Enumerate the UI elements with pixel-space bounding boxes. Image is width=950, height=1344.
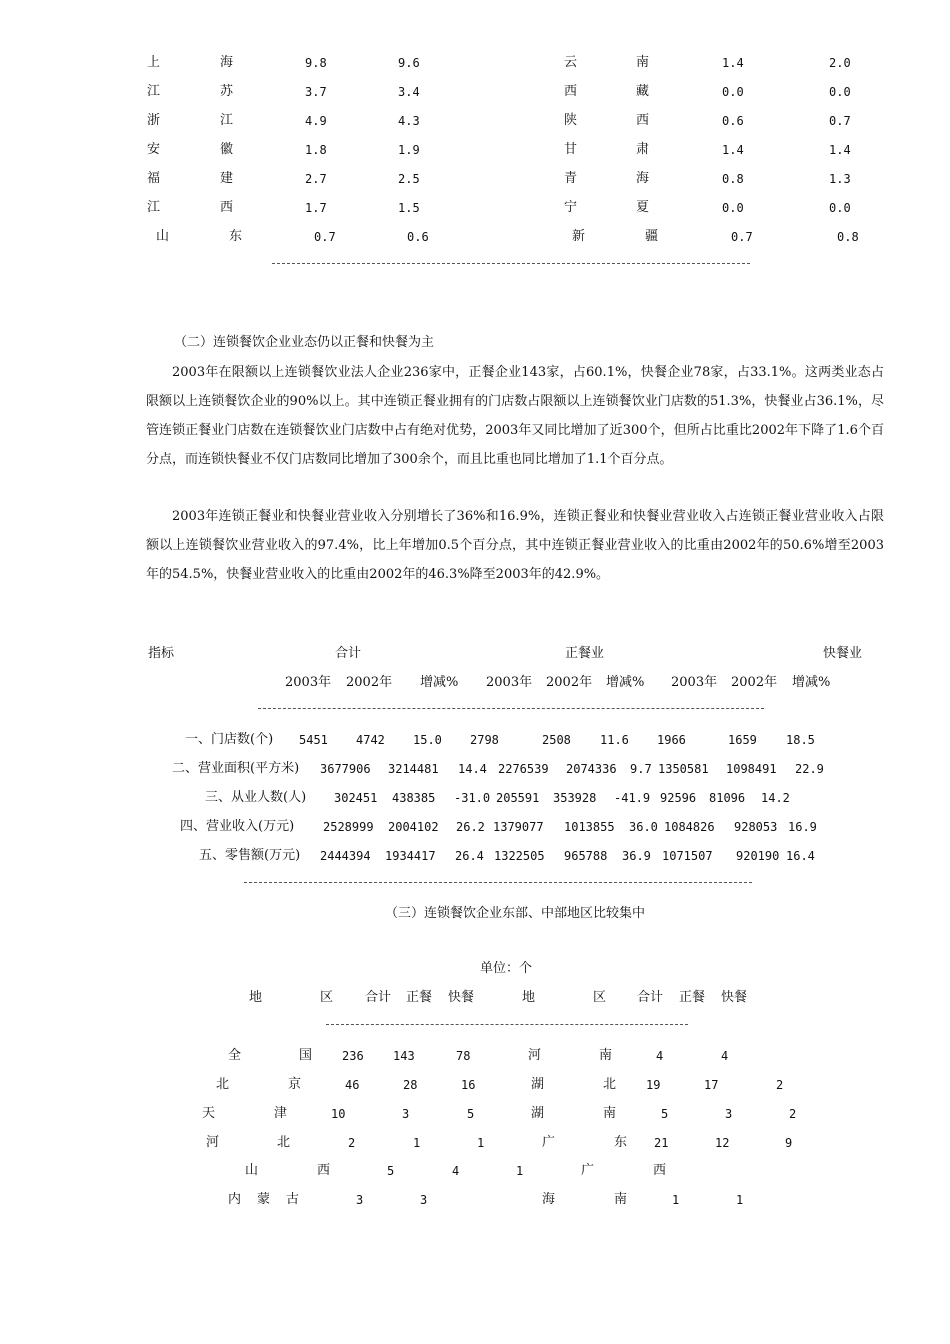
sub-header: 2002年 xyxy=(731,675,778,690)
cell: 1966 xyxy=(657,733,686,747)
region-char: 东 xyxy=(614,1135,628,1150)
cell: 3 xyxy=(402,1107,410,1121)
cell: 16 xyxy=(461,1078,476,1092)
cell: 2276539 xyxy=(498,762,549,776)
cell: 26.4 xyxy=(455,849,484,863)
value-2002: 4.3 xyxy=(398,114,420,128)
cell: 1 xyxy=(477,1136,485,1150)
region-char: 甘 xyxy=(564,142,578,157)
region-char: 徽 xyxy=(220,142,234,157)
region-char: 广 xyxy=(542,1135,556,1150)
cell: 46 xyxy=(345,1078,360,1092)
cell: 3 xyxy=(356,1193,364,1207)
value-2002: 1.4 xyxy=(829,143,851,157)
region-char: 海 xyxy=(636,171,650,186)
column-header: 合计 xyxy=(365,990,392,1005)
value-2003: 9.8 xyxy=(305,56,327,70)
table-divider xyxy=(272,263,750,264)
column-header: 快餐业 xyxy=(823,646,863,661)
sub-header: 增减% xyxy=(792,675,831,690)
cell: 2 xyxy=(789,1107,797,1121)
paragraph: 2003年在限额以上连锁餐饮业法人企业236家中，正餐企业143家，占60.1%，快餐企业78家，占33.1%。这两类业态占限额以上连锁餐饮企业的90%以上。其中连锁正餐业拥有的门店数占限额以上连锁餐饮业门店数的51.3%，快餐业占36.1%，尽管连锁正餐业门店数在连锁餐饮业门店数中占有绝对优势，2003年又同比增加了近300个，但所占比重比2002年下降了1.6个百分点，而连锁快餐业不仅门店数同比增加了300余个，而且比重也同比增加了1.1个百分点。 xyxy=(146,365,884,467)
cell: 438385 xyxy=(392,791,436,805)
region-char: 南 xyxy=(614,1192,628,1207)
region-char: 肃 xyxy=(636,142,650,157)
region-char: 建 xyxy=(220,171,234,186)
cell: 920190 xyxy=(736,849,780,863)
value-2003: 0.0 xyxy=(722,85,744,99)
region-char: 古 xyxy=(286,1192,300,1207)
cell: -41.9 xyxy=(614,791,651,805)
value-2003: 0.7 xyxy=(731,230,753,244)
region-char: 陕 xyxy=(564,113,578,128)
cell: 3677906 xyxy=(320,762,371,776)
cell: 9.7 xyxy=(630,762,652,776)
region-char: 福 xyxy=(147,171,161,186)
cell: 28 xyxy=(403,1078,418,1092)
value-2003: 1.7 xyxy=(305,201,327,215)
cell: 1934417 xyxy=(385,849,436,863)
cell: 19 xyxy=(646,1078,661,1092)
cell: 1350581 xyxy=(658,762,709,776)
region-char: 江 xyxy=(220,113,234,128)
cell: 143 xyxy=(393,1049,415,1063)
sub-header: 2002年 xyxy=(346,675,393,690)
cell: 10 xyxy=(331,1107,346,1121)
region-char: 夏 xyxy=(636,200,650,215)
region-char: 苏 xyxy=(220,84,234,99)
cell: 965788 xyxy=(564,849,608,863)
cell: 1013855 xyxy=(564,820,615,834)
cell: 2508 xyxy=(542,733,571,747)
region-char: 湖 xyxy=(531,1106,545,1121)
value-2002: 0.6 xyxy=(407,230,429,244)
table-divider xyxy=(244,882,752,883)
cell: 1 xyxy=(672,1193,680,1207)
cell: 4 xyxy=(656,1049,664,1063)
region-char: 西 xyxy=(564,84,578,99)
column-header: 区 xyxy=(320,990,334,1005)
region-char: 西 xyxy=(220,200,234,215)
cell: 11.6 xyxy=(600,733,629,747)
value-2003: 4.9 xyxy=(305,114,327,128)
region-char: 宁 xyxy=(564,200,578,215)
row-label: 四、营业收入(万元) xyxy=(180,819,295,834)
region-char: 山 xyxy=(156,229,170,244)
cell: 1 xyxy=(413,1136,421,1150)
cell: 1084826 xyxy=(664,820,715,834)
region-char: 南 xyxy=(603,1106,617,1121)
value-2002: 0.8 xyxy=(837,230,859,244)
cell: 5 xyxy=(387,1164,395,1178)
cell: 2798 xyxy=(470,733,499,747)
column-header: 地 xyxy=(522,990,536,1005)
column-header: 正餐 xyxy=(406,990,433,1005)
region-char: 河 xyxy=(528,1048,542,1063)
cell: 302451 xyxy=(334,791,378,805)
region-char: 安 xyxy=(147,142,161,157)
row-label: 三、从业人数(人) xyxy=(205,790,307,805)
value-2003: 3.7 xyxy=(305,85,327,99)
region-char: 东 xyxy=(229,229,243,244)
value-2002: 0.0 xyxy=(829,85,851,99)
cell: 16.9 xyxy=(788,820,817,834)
cell: 9 xyxy=(785,1136,793,1150)
column-header: 快餐 xyxy=(721,990,748,1005)
table-divider xyxy=(326,1024,688,1025)
value-2002: 1.5 xyxy=(398,201,420,215)
region-char: 西 xyxy=(653,1163,667,1178)
region-char: 西 xyxy=(317,1163,331,1178)
column-header: 快餐 xyxy=(448,990,475,1005)
cell: 78 xyxy=(456,1049,471,1063)
column-header: 区 xyxy=(593,990,607,1005)
cell: 15.0 xyxy=(413,733,442,747)
row-label: 五、零售额(万元) xyxy=(199,848,301,863)
region-char: 西 xyxy=(636,113,650,128)
cell: 2004102 xyxy=(388,820,439,834)
cell: 36.9 xyxy=(622,849,651,863)
cell: 3 xyxy=(420,1193,428,1207)
region-char: 江 xyxy=(147,84,161,99)
value-2003: 0.7 xyxy=(314,230,336,244)
value-2003: 0.0 xyxy=(722,201,744,215)
cell: 236 xyxy=(342,1049,364,1063)
region-char: 天 xyxy=(202,1106,216,1121)
cell: 1 xyxy=(736,1193,744,1207)
value-2002: 9.6 xyxy=(398,56,420,70)
region-char: 海 xyxy=(220,55,234,70)
cell: 2 xyxy=(348,1136,356,1150)
region-char: 国 xyxy=(299,1048,313,1063)
unit-label: 单位：个 xyxy=(480,961,533,976)
column-header: 指标 xyxy=(148,646,175,661)
cell: 12 xyxy=(715,1136,730,1150)
region-char: 疆 xyxy=(645,229,659,244)
sub-header: 增减% xyxy=(420,675,459,690)
region-char: 北 xyxy=(603,1077,617,1092)
value-2002: 1.3 xyxy=(829,172,851,186)
region-char: 藏 xyxy=(636,84,650,99)
region-char: 全 xyxy=(228,1048,242,1063)
region-char: 山 xyxy=(245,1163,259,1178)
region-char: 江 xyxy=(147,200,161,215)
column-header: 正餐 xyxy=(679,990,706,1005)
cell: 21 xyxy=(654,1136,669,1150)
region-char: 新 xyxy=(572,229,586,244)
value-2002: 2.0 xyxy=(829,56,851,70)
cell: 22.9 xyxy=(795,762,824,776)
region-char: 蒙 xyxy=(257,1192,271,1207)
cell: 2444394 xyxy=(320,849,371,863)
column-header: 合计 xyxy=(637,990,664,1005)
region-char: 浙 xyxy=(147,113,161,128)
cell: 5 xyxy=(467,1107,475,1121)
value-2003: 2.7 xyxy=(305,172,327,186)
cell: 5451 xyxy=(299,733,328,747)
region-char: 内 xyxy=(228,1192,242,1207)
cell: 2074336 xyxy=(566,762,617,776)
section-heading: （二）连锁餐饮企业业态仍以正餐和快餐为主 xyxy=(174,335,435,350)
cell: 1322505 xyxy=(494,849,545,863)
cell: 14.4 xyxy=(458,762,487,776)
row-label: 一、门店数(个) xyxy=(185,732,274,747)
region-char: 南 xyxy=(599,1048,613,1063)
value-2003: 1.8 xyxy=(305,143,327,157)
cell: 3214481 xyxy=(388,762,439,776)
cell: 17 xyxy=(704,1078,719,1092)
sub-header: 2002年 xyxy=(546,675,593,690)
cell: 2528999 xyxy=(323,820,374,834)
cell: 4 xyxy=(452,1164,460,1178)
cell: 3 xyxy=(725,1107,733,1121)
value-2003: 1.4 xyxy=(722,143,744,157)
value-2003: 0.6 xyxy=(722,114,744,128)
sub-header: 2003年 xyxy=(671,675,718,690)
region-char: 津 xyxy=(274,1106,288,1121)
cell: 1 xyxy=(516,1164,524,1178)
table-divider xyxy=(258,708,764,709)
region-char: 北 xyxy=(277,1135,291,1150)
sub-header: 2003年 xyxy=(285,675,332,690)
cell: 18.5 xyxy=(786,733,815,747)
region-char: 北 xyxy=(216,1077,230,1092)
sub-header: 增减% xyxy=(606,675,645,690)
region-char: 南 xyxy=(636,55,650,70)
cell: 205591 xyxy=(496,791,540,805)
cell: 26.2 xyxy=(456,820,485,834)
region-char: 海 xyxy=(542,1192,556,1207)
value-2002: 2.5 xyxy=(398,172,420,186)
cell: 1659 xyxy=(728,733,757,747)
cell: 4742 xyxy=(356,733,385,747)
column-header: 正餐业 xyxy=(565,646,605,661)
cell: 1071507 xyxy=(662,849,713,863)
region-char: 京 xyxy=(288,1077,302,1092)
value-2002: 0.7 xyxy=(829,114,851,128)
region-char: 广 xyxy=(581,1163,595,1178)
region-char: 河 xyxy=(206,1135,220,1150)
cell: 4 xyxy=(721,1049,729,1063)
value-2002: 3.4 xyxy=(398,85,420,99)
column-header: 地 xyxy=(249,990,263,1005)
cell: 36.0 xyxy=(629,820,658,834)
cell: 5 xyxy=(661,1107,669,1121)
value-2003: 1.4 xyxy=(722,56,744,70)
paragraph: 2003年连锁正餐业和快餐业营业收入分别增长了36%和16.9%，连锁正餐业和快餐业营业收入占连锁正餐业营业收入占限额以上连锁餐饮业营业收入的97.4%，比上年增加0.5个百分点，其中连锁正餐业营业收入的比重由2002年的50.6%增至2003年的54.5%，快餐业营业收入的比重由2002年的46.3%降至2003年的42.9%。 xyxy=(146,509,884,582)
cell: 2 xyxy=(776,1078,784,1092)
value-2002: 0.0 xyxy=(829,201,851,215)
cell: 92596 xyxy=(660,791,697,805)
region-char: 湖 xyxy=(531,1077,545,1092)
region-char: 云 xyxy=(564,55,578,70)
value-2003: 0.8 xyxy=(722,172,744,186)
region-char: 上 xyxy=(147,55,161,70)
cell: 353928 xyxy=(553,791,597,805)
cell: 928053 xyxy=(734,820,778,834)
cell: 81096 xyxy=(709,791,746,805)
cell: 1098491 xyxy=(726,762,777,776)
cell: -31.0 xyxy=(454,791,491,805)
column-header: 合计 xyxy=(335,646,362,661)
cell: 14.2 xyxy=(761,791,790,805)
row-label: 二、营业面积(平方米) xyxy=(172,761,300,776)
value-2002: 1.9 xyxy=(398,143,420,157)
cell: 16.4 xyxy=(786,849,815,863)
sub-header: 2003年 xyxy=(486,675,533,690)
cell: 1379077 xyxy=(493,820,544,834)
section-heading: （三）连锁餐饮企业东部、中部地区比较集中 xyxy=(385,906,646,921)
region-char: 青 xyxy=(564,171,578,186)
